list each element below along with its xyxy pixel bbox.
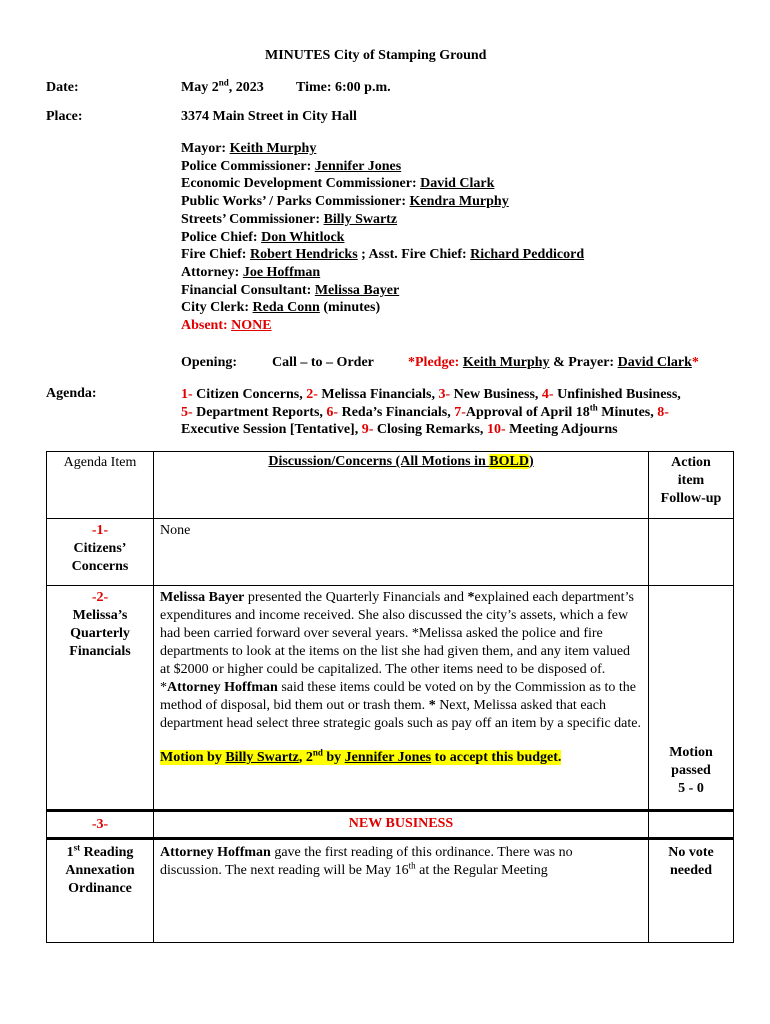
row2-action-line: passed [671, 763, 711, 778]
official-econ-commissioner: Economic Development Commissioner: David Clark [181, 176, 495, 192]
header-discussion: Discussion/Concerns (All Motions in BOLD) [154, 452, 649, 519]
agenda-list [181, 386, 741, 439]
official-streets-commissioner: Streets’ Commissioner: Billy Swartz [181, 211, 398, 227]
official-mayor: Mayor: Keith Murphy [181, 141, 317, 156]
agenda-line-1: 1- Citizen Concerns, 2- Melissa Financials, 3- New Business, 4- Unfinished Business, [181, 387, 681, 402]
opening-label: Opening: [181, 355, 238, 370]
row4-title-line: 1st Reading [66, 842, 134, 860]
row2-number: -2- [91, 590, 109, 605]
row1-number: -1- [91, 523, 109, 538]
row4-action-line: needed [670, 863, 712, 878]
officials-list [181, 140, 584, 335]
header-action [649, 452, 734, 519]
row2-title-line: Melissa’s [72, 608, 128, 623]
row4-discussion [154, 839, 649, 943]
table-header-row [47, 452, 734, 519]
row2-title-line: Quarterly [70, 626, 130, 641]
row2-action-line: 5 - 0 [678, 781, 704, 796]
header-action-line: Action [671, 455, 711, 470]
header-action-line: Follow-up [660, 491, 722, 506]
official-city-clerk: City Clerk: Reda Conn (minutes) [181, 300, 381, 316]
row2-title [47, 586, 154, 811]
official-police-chief: Police Chief: Don Whitlock [181, 229, 345, 245]
row2-motion: Motion by Billy Swartz, 2nd by Jennifer Jones to accept this budget. [160, 747, 562, 765]
date-label: Date: [46, 80, 79, 95]
official-police-commissioner: Police Commissioner: Jennifer Jones [181, 158, 402, 174]
row1-title [47, 519, 154, 586]
official-public-works-commissioner: Public Works’ / Parks Commissioner: Kendra Murphy [181, 194, 509, 210]
minutes-table [46, 451, 734, 943]
row4-title-line: Annexation [65, 863, 135, 878]
official-financial-consultant: Financial Consultant: Melissa Bayer [181, 282, 400, 298]
page-title: MINUTES City of Stamping Ground [265, 48, 487, 63]
row2-title-line: Financials [69, 644, 131, 659]
row4-action-line: No vote [668, 845, 714, 860]
row1-text: None [160, 523, 191, 538]
date-value: May 2nd, 2023 [181, 77, 264, 95]
row3-section: NEW BUSINESS [154, 811, 649, 839]
row2-text: Melissa Bayer presented the Quarterly Financials and *explained each department’s expenditures and income received. She also discussed the city’s assets, which a few had been carried forward over several years. *Melissa asked the police and fire departments to look at the items on the list she had given them, and any item valued at $2000 or higher could be capitalized. The other items need to be disposed of. *Attorney Hoffman said these items could be voted on by the Commission as to the method of disposal, bid them out or trash them. * Next, Melissa asked that each department head select three strategic goals such as pay off an item by a specific date. [160, 590, 641, 731]
official-fire-chief: Fire Chief: Robert Hendricks ; Asst. Fire Chief: Richard Peddicord [181, 247, 585, 263]
row3-number: -3- [47, 811, 154, 839]
row4-title [47, 839, 154, 943]
row-citizens-concerns [47, 519, 734, 586]
row-new-business [47, 811, 734, 839]
row2-action-line: Motion [669, 745, 713, 760]
row1-title-line: Citizens’ [73, 541, 127, 556]
call-to-order: Call – to – Order [272, 355, 374, 370]
row1-discussion [154, 519, 649, 586]
row4-action [649, 839, 734, 943]
row-annexation-ordinance [47, 839, 734, 943]
row2-action [649, 586, 734, 811]
row1-action [649, 519, 734, 586]
agenda-label: Agenda: [46, 386, 97, 401]
row1-title-line: Concerns [71, 559, 129, 574]
absent-line: Absent: NONE [181, 318, 272, 334]
row-quarterly-financials [47, 586, 734, 811]
official-attorney: Attorney: Joe Hoffman [181, 264, 321, 280]
time-value: Time: 6:00 p.m. [296, 80, 391, 95]
row2-discussion [154, 586, 649, 811]
header-agenda-item: Agenda Item [47, 452, 154, 519]
pledge-prayer: *Pledge: Keith Murphy & Prayer: David Clark* [408, 355, 699, 370]
agenda-line-2: 5- Department Reports, 6- Reda’s Financials, 7-Approval of April 18th Minutes, 8- [181, 402, 669, 420]
agenda-line-3: Executive Session [Tentative], 9- Closing Remarks, 10- Meeting Adjourns [181, 422, 618, 438]
row4-text: Attorney Hoffman gave the first reading of this ordinance. There was no discussion. The next reading will be May 16th at the Regular Meeting [160, 845, 573, 878]
place-value: 3374 Main Street in City Hall [181, 109, 357, 124]
place-label: Place: [46, 109, 83, 124]
header-action-line: item [677, 473, 705, 488]
row4-title-line: Ordinance [68, 881, 132, 896]
row3-action [649, 811, 734, 839]
